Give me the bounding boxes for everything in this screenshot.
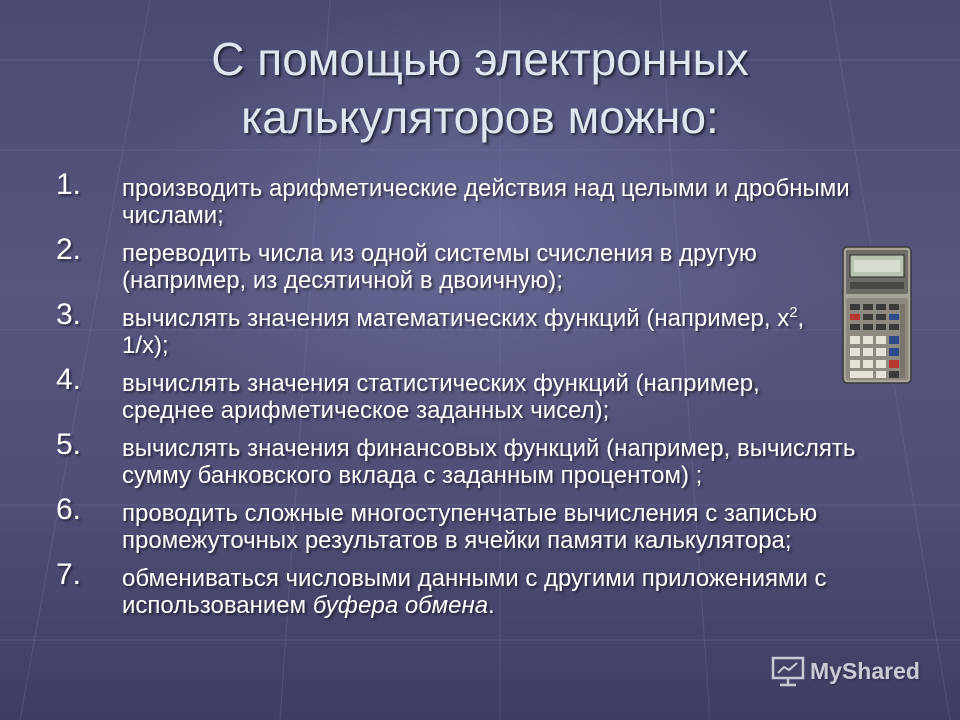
list-item-text: вычислять значения финансовых функций (например, вычислять сумму банковского вклада с заданным процентом) ; <box>122 435 856 489</box>
list-item <box>56 300 886 359</box>
list-item-text-part: вычислять значения математических функций (например, x <box>122 305 790 332</box>
list-item-text <box>122 560 886 619</box>
slide-title <box>60 30 900 146</box>
superscript: 2 <box>789 304 798 321</box>
list-item <box>56 430 886 489</box>
title-line-1: С помощью электронных <box>211 33 749 85</box>
capabilities-list <box>56 170 886 625</box>
list-item-text-part: обмениваться числовыми данными с другими приложениями с использованием <box>122 565 827 619</box>
list-number: 6. <box>56 493 82 526</box>
list-number: 5. <box>56 428 82 461</box>
list-number: 1. <box>56 168 82 201</box>
calculator-icon <box>842 246 912 384</box>
presentation-board-icon <box>770 655 806 687</box>
list-number: 4. <box>56 363 82 396</box>
list-item-text: вычислять значения статистических функций (например, среднее арифметическое заданных чисел); <box>122 370 760 424</box>
list-item-text <box>122 300 822 359</box>
title-line-2: калькуляторов можно: <box>241 91 719 143</box>
list-item <box>56 170 886 229</box>
list-item <box>56 495 886 554</box>
list-item-text: переводить числа из одной системы счисления в другую (например, из десятичной в двоичную); <box>122 240 757 294</box>
list-item <box>56 365 886 424</box>
list-number: 7. <box>56 558 82 591</box>
list-item-text: производить арифметические действия над целыми и дробными числами; <box>122 175 850 229</box>
list-item-text-part: , 1/x); <box>122 305 805 359</box>
emphasized-term: буфера обмена <box>312 592 489 619</box>
list-number: 2. <box>56 233 82 266</box>
watermark <box>770 655 920 687</box>
list-item-text: проводить сложные многоступенчатые вычисления с записью промежуточных результатов в ячейки памяти калькулятора; <box>122 500 818 554</box>
list-number: 3. <box>56 298 82 331</box>
list-item-text-part: . <box>488 592 495 619</box>
list-item <box>56 560 886 619</box>
list-item <box>56 235 886 294</box>
watermark-text: MyShared <box>810 657 920 684</box>
